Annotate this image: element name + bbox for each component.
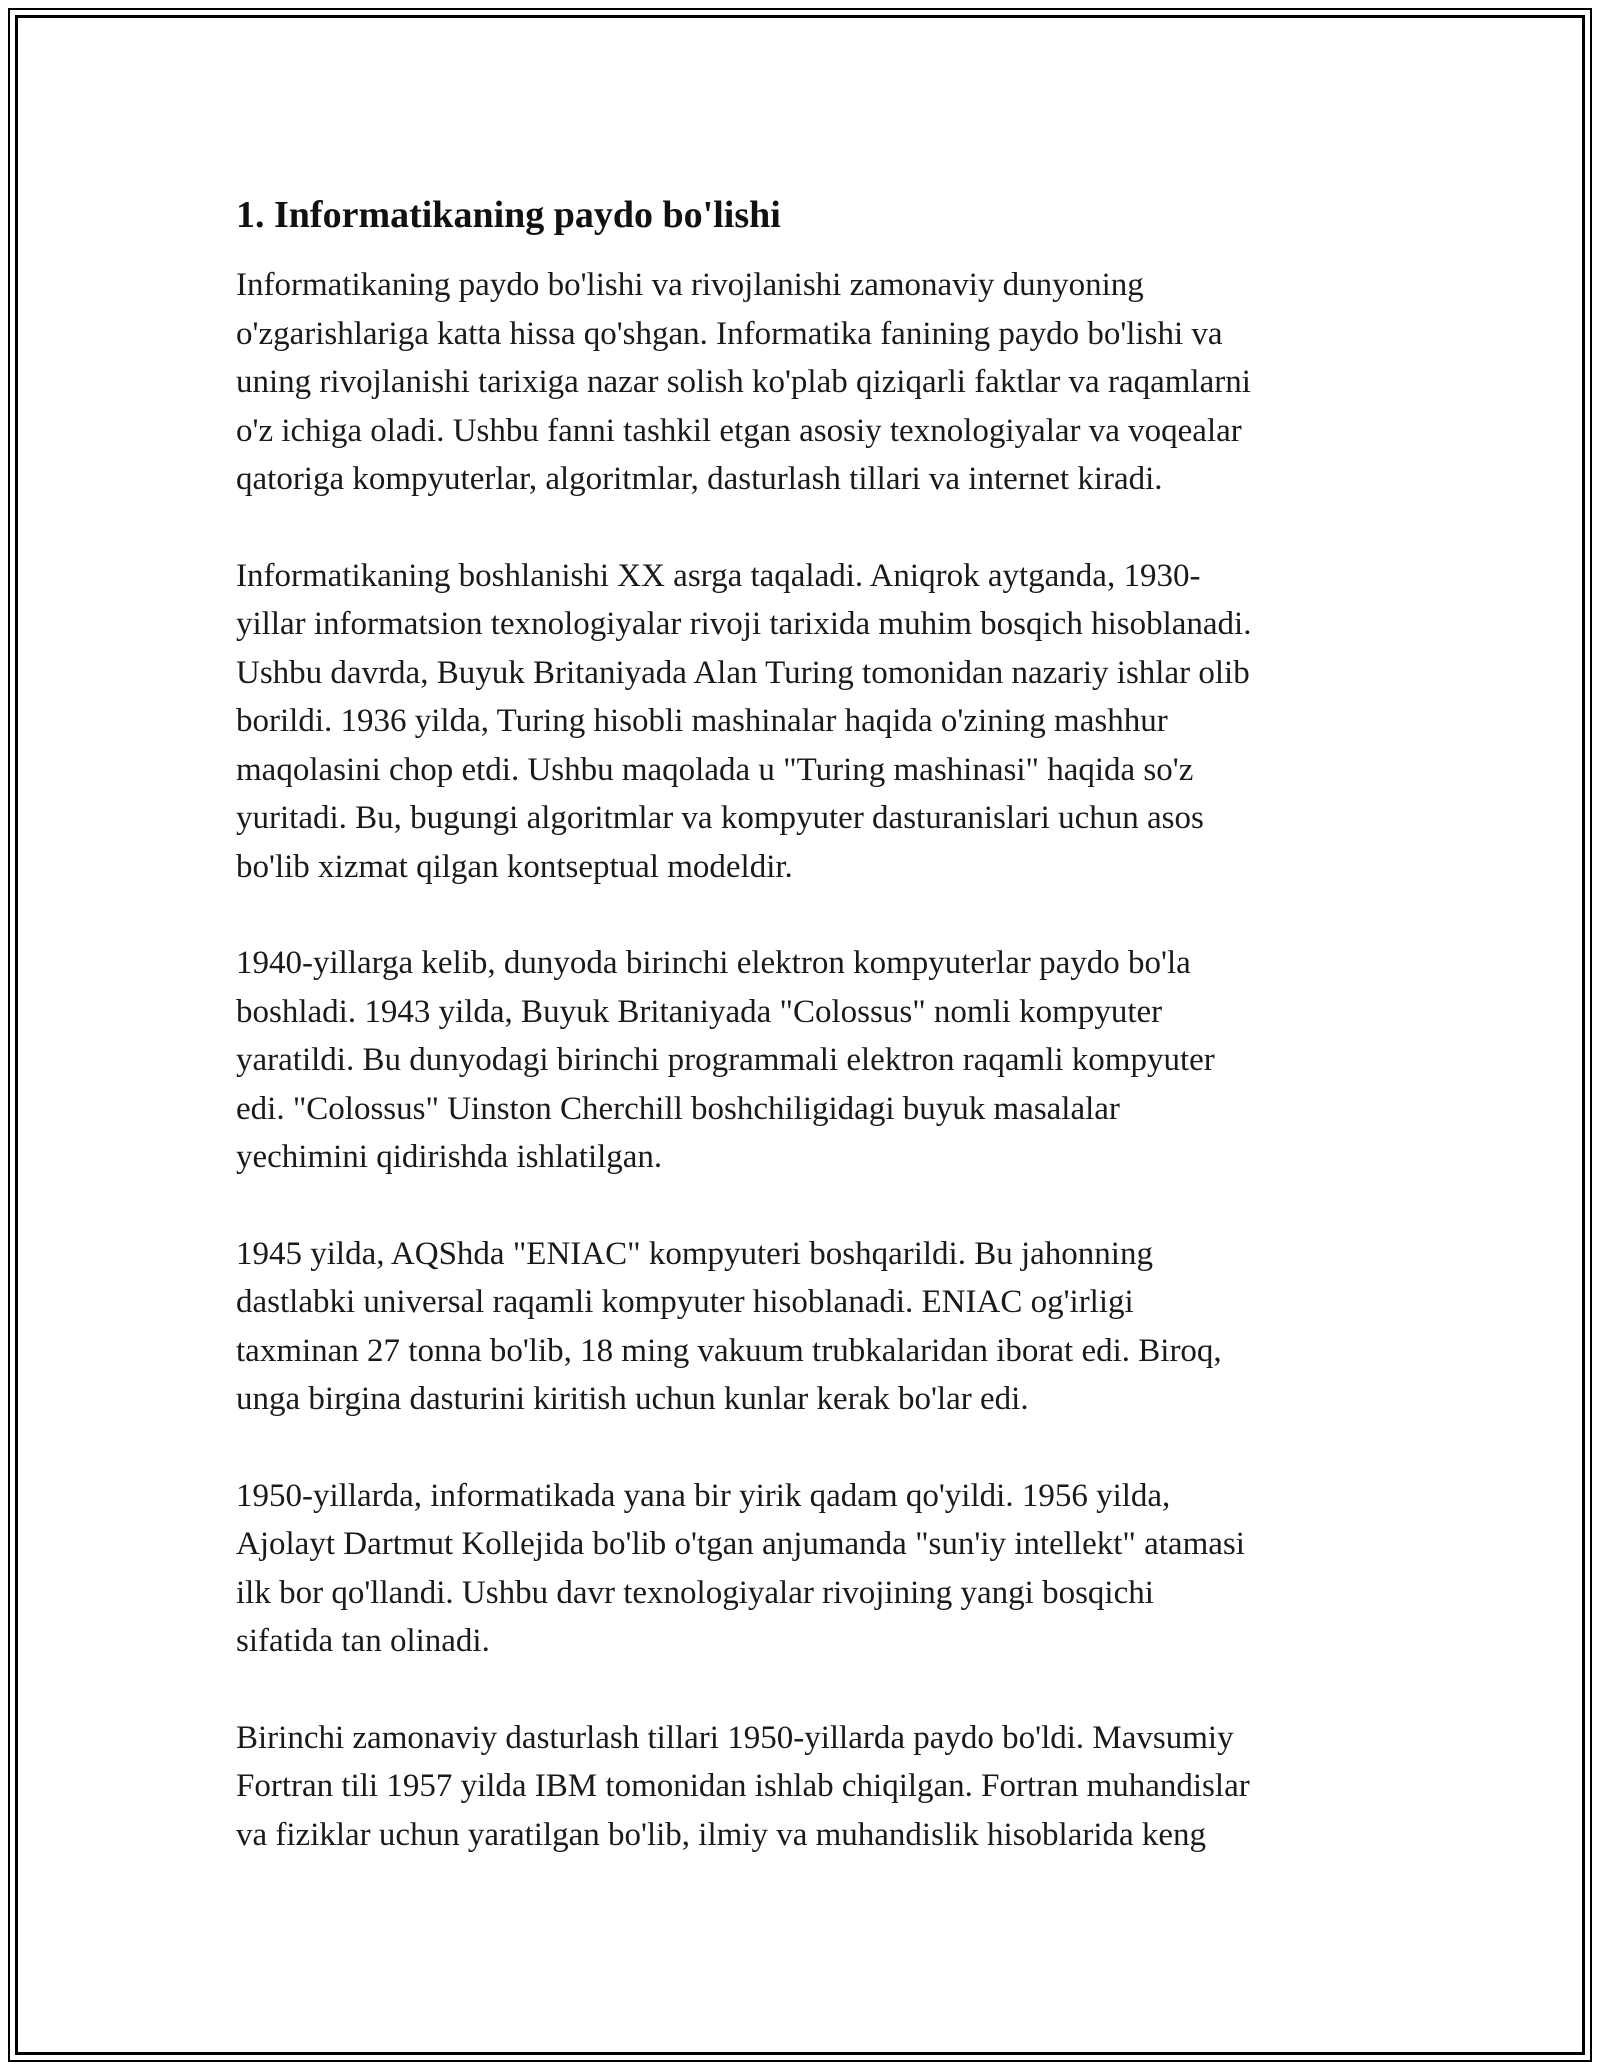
paragraph-turing: Informatikaning boshlanishi XX asrga taqaladi. Aniqrok aytganda, 1930- yillar informatsion texnologiyalar rivoji tarixida muhim bosqich hisoblanadi. Ushbu davrda, Buyuk Britaniyada Alan Turing tomonidan nazariy ishlar olib borildi. 1936 yilda, Turing hisobli mashinalar haqida o'zining mashhur maqolasini chop etdi. Ushbu maqolada u "Turing mashinasi" haqida so'z yuritadi. Bu, bugungi algoritmlar va kompyuter dasturanislari uchun asos bo'lib xizmat qilgan kontseptual modeldir. bbox=[236, 557, 1252, 885]
section-heading: 1. Informatikaning paydo bo'lishi bbox=[236, 194, 781, 236]
paragraph-fortran: Birinchi zamonaviy dasturlash tillari 1950-yillarda paydo bo'ldi. Mavsumiy Fortran tili 1957 yilda IBM tomonidan ishlab chiqilgan. Fortran muhandislar va fiziklar uchun yaratilgan bo'lib, ilmiy va muhandislik hisoblarida keng bbox=[236, 1719, 1250, 1853]
paragraph-eniac: 1945 yilda, AQShda "ENIAC" kompyuteri boshqarildi. Bu jahonning dastlabki universal raqamli kompyuter hisoblanadi. ENIAC og'irligi taxminan 27 tonna bo'lib, 18 ming vakuum trubkalaridan iborat edi. Biroq, unga birgina dasturini kiritish uchun kunlar kerak bo'lar edi. bbox=[236, 1235, 1222, 1417]
document-body bbox=[236, 187, 1376, 1907]
paragraph-intro: Informatikaning paydo bo'lishi va rivojlanishi zamonaviy dunyoning o'zgarishlariga katta hissa qo'shgan. Informatika fanining paydo bo'lishi va uning rivojlanishi tarixiga nazar solish ko'plab qiziqarli faktlar va raqamlarni o'z ichiga oladi. Ushbu fanni tashkil etgan asosiy texnologiyalar va voqealar qatoriga kompyuterlar, algoritmlar, dasturlash tillari va internet kiradi. bbox=[236, 267, 1251, 497]
paragraph-ai: 1950-yillarda, informatikada yana bir yirik qadam qo'yildi. 1956 yilda, Ajolayt Dartmut Kollejida bo'lib o'tgan anjumanda "sun'iy intellekt" atamasi ilk bor qo'llandi. Ushbu davr texnologiyalar rivojining yangi bosqichi sifatida tan olinadi. bbox=[236, 1477, 1245, 1659]
paragraph-colossus: 1940-yillarga kelib, dunyoda birinchi elektron kompyuterlar paydo bo'la boshladi. 1943 yilda, Buyuk Britaniyada "Colossus" nomli kompyuter yaratildi. Bu dunyodagi birinchi programmali elektron raqamli kompyuter edi. "Colossus" Uinston Cherchill boshchiligidagi buyuk masalalar yechimini qidirishda ishlatilgan. bbox=[236, 945, 1215, 1175]
